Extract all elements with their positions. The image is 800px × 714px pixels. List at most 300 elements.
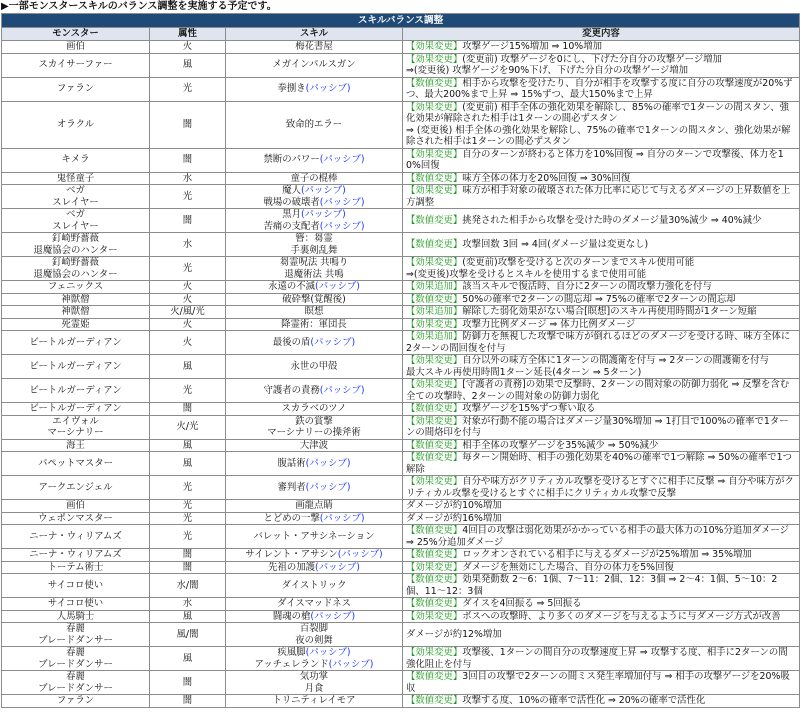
- monster-cell: [2, 318, 150, 331]
- skill-cell: [226, 172, 403, 185]
- change-tag: 【効果変更】: [406, 610, 463, 622]
- monster-name: キメラ: [61, 154, 90, 166]
- header-skill: スキル: [226, 28, 403, 41]
- skill-name: 芻霊呪法 共鳴り: [279, 257, 349, 268]
- change-line: [406, 574, 796, 597]
- change-line: [406, 65, 796, 77]
- change-tag: 【数値変更】: [406, 525, 463, 536]
- skill-cell: [226, 439, 403, 452]
- change-text: 攻撃後、1ターンの間自分の攻撃速度上昇 ⇒ 攻撃する度、相手に2ターンの間強化阻止を付与: [406, 647, 788, 670]
- change-text: 攻撃ゲージを15%ずつ奪い取る: [462, 403, 596, 414]
- monster-name: 春麗: [66, 647, 85, 658]
- table-row: [2, 172, 800, 185]
- monster-name: 人馬騎士: [56, 610, 95, 622]
- change-tag: 【数値変更】: [406, 293, 463, 305]
- changes-cell: [403, 623, 800, 647]
- monster-cell: [2, 379, 150, 403]
- monster-cell: [2, 500, 150, 513]
- monster-name: 退魔協会のハンター: [33, 268, 118, 280]
- change-text: 解除した弱化効果がない場合[瞑想]のスキル再使用時間が1ターン短縮: [462, 306, 757, 317]
- skill-line: [229, 281, 399, 293]
- monster-name: ベガ: [66, 185, 85, 196]
- change-text: 相手全体の攻撃ゲージを35%減少 ⇒ 50%減少: [462, 439, 659, 451]
- attribute-cell: 水: [150, 172, 226, 185]
- change-tag: 【効果変更】: [406, 101, 463, 113]
- change-tag: 【効果変更】: [406, 257, 463, 268]
- change-tag: 【効果変更】: [406, 53, 463, 65]
- skill-cell: [226, 598, 403, 611]
- change-line: [406, 173, 796, 185]
- table-row: [2, 403, 800, 416]
- skill-name: 永遠の不滅: [268, 281, 316, 292]
- change-text: 該当スキルで復活時、自分に2ターンの間攻撃力強化を付与: [462, 281, 712, 292]
- table-row: [2, 101, 800, 148]
- skill-cell: [226, 671, 403, 695]
- monster-name: ファラン: [56, 83, 95, 95]
- skill-name: 簪：芻霊: [295, 233, 333, 244]
- skill-name: 童子の棍棒: [290, 172, 338, 184]
- change-text: 効果発動数 2～6：1個、7～11：2個、12：3個 ⇒ 2～4：1個、5～10：2個、11～12：3個: [406, 574, 778, 597]
- monster-name: ウェポンマスター: [38, 512, 113, 524]
- skill-line: [229, 337, 399, 349]
- monster-name: フェニックス: [47, 281, 104, 292]
- change-text: ⇒ (変更後) 相手全体の強化効果を解除し、75%の確率で1ターンの間スタン、強化効果が解除された相手は1ターンの間必ずスタン: [406, 124, 791, 147]
- change-text: (変更前) 攻撃ゲージを0にし、下げた分自分の攻撃ゲージ増加: [462, 53, 722, 65]
- table-row: [2, 185, 800, 209]
- skill-cell: [226, 318, 403, 331]
- monster-cell: [2, 185, 150, 209]
- change-text: ダメージが約16%増加: [406, 512, 502, 524]
- change-tag: 【数値変更】: [406, 77, 463, 89]
- change-text: ロックオンされている相手に与えるダメージが25%増加 ⇒ 35%増加: [462, 549, 752, 560]
- skill-name: バレット・アサシネーション: [253, 530, 375, 542]
- change-text: (変更前)攻撃を受けると次のターンまでスキル使用可能: [462, 257, 695, 268]
- changes-cell: [403, 318, 800, 331]
- attribute-cell: 闇: [150, 671, 226, 695]
- skill-cell: [226, 185, 403, 209]
- table-row: [2, 415, 800, 439]
- skill-line: [229, 647, 399, 659]
- skill-cell: [226, 101, 403, 148]
- skill-name: サイレント・アサシン: [245, 549, 338, 560]
- change-line: [406, 549, 796, 561]
- changes-cell: [403, 500, 800, 513]
- table-row: [2, 671, 800, 695]
- attribute-cell: 火: [150, 331, 226, 355]
- attribute-cell: 闇: [150, 549, 226, 562]
- change-tag: 【効果変更】: [406, 561, 463, 573]
- monster-name: 神獣僧: [61, 293, 90, 305]
- passive-label: (パッシブ): [319, 384, 365, 396]
- changes-cell: [403, 293, 800, 306]
- changes-cell: [403, 574, 800, 598]
- monster-cell: [2, 209, 150, 233]
- passive-label: (パッシブ): [310, 610, 356, 622]
- change-line: [406, 78, 796, 101]
- table-row: [2, 318, 800, 331]
- monster-cell: [2, 306, 150, 319]
- change-line: [406, 629, 796, 641]
- change-line: [406, 331, 796, 354]
- changes-cell: [403, 209, 800, 233]
- monster-name: 鬼怪童子: [56, 172, 95, 184]
- skill-line: [229, 245, 399, 257]
- skill-line: [229, 623, 399, 635]
- change-line: [406, 513, 796, 525]
- table-row: [2, 647, 800, 671]
- monster-cell: [2, 41, 150, 54]
- skill-cell: [226, 281, 403, 294]
- table-body: [2, 41, 800, 708]
- monster-cell: [2, 598, 150, 611]
- skill-line: [229, 385, 399, 397]
- change-text: ⇒(変更後) 攻撃ゲージを90%下げ、下げた分自分の攻撃ゲージ増加: [406, 65, 688, 76]
- change-line: [406, 440, 796, 452]
- change-text: ダメージが約12%増加: [406, 628, 502, 640]
- skill-cell: [226, 331, 403, 355]
- monster-name: アークエンジェル: [38, 481, 113, 493]
- skill-name: 疾風脚: [277, 647, 306, 658]
- passive-label: (パッシブ): [319, 196, 365, 208]
- skill-line: [229, 635, 399, 647]
- skill-name: 鉄の賞撃: [295, 415, 333, 427]
- skill-name: 月食: [304, 682, 324, 694]
- monster-cell: [2, 355, 150, 379]
- skill-name: 永世の甲殻: [290, 360, 338, 372]
- change-line: [406, 500, 796, 512]
- monster-cell: [2, 695, 150, 708]
- attribute-cell: 光: [150, 500, 226, 513]
- passive-label: (パッシブ): [300, 209, 346, 220]
- changes-cell: [403, 185, 800, 209]
- monster-name: 釘崎野薔薇: [52, 233, 99, 244]
- skill-name: トリニティレイモア: [272, 695, 356, 706]
- change-line: [406, 149, 796, 172]
- skill-cell: [226, 610, 403, 623]
- table-row: [2, 549, 800, 562]
- notice-text: ▶一部モンスタースキルのバランス調整を実施する予定です。: [1, 1, 277, 12]
- attribute-cell: 光: [150, 476, 226, 500]
- monster-name: ビートルガーディアン: [29, 336, 122, 348]
- change-tag: 【数値変更】: [406, 549, 463, 560]
- skill-name: 瞑想: [304, 306, 324, 317]
- skill-cell: [226, 403, 403, 416]
- change-tag: 【効果変更】: [406, 415, 463, 427]
- skill-name: 梅花書屋: [295, 41, 333, 52]
- passive-label: (パッシブ): [315, 281, 360, 292]
- skill-line: [229, 482, 399, 494]
- skill-balance-table: [1, 13, 800, 708]
- change-line: [406, 562, 796, 574]
- changes-cell: [403, 281, 800, 294]
- attribute-cell: 火: [150, 41, 226, 54]
- changes-cell: [403, 233, 800, 257]
- skill-cell: [226, 233, 403, 257]
- attribute-cell: 水: [150, 233, 226, 257]
- skill-line: [229, 611, 399, 623]
- skill-line: [229, 562, 399, 574]
- changes-cell: [403, 172, 800, 185]
- skill-cell: [226, 695, 403, 708]
- monster-cell: [2, 525, 150, 549]
- monster-name: ニーナ・ウィリアムズ: [29, 530, 122, 542]
- skill-name: メガインパルスガン: [272, 59, 356, 71]
- change-tag: 【効果変更】: [406, 41, 463, 52]
- change-tag: 【数値変更】: [406, 214, 463, 226]
- skill-line: [229, 173, 399, 185]
- table-row: [2, 439, 800, 452]
- monster-name: サイコロ使い: [47, 598, 104, 609]
- change-tag: 【数値変更】: [406, 452, 463, 463]
- change-line: [406, 452, 796, 475]
- change-line: [406, 319, 796, 331]
- monster-cell: [2, 610, 150, 623]
- monster-cell: [2, 403, 150, 416]
- skill-cell: [226, 77, 403, 101]
- change-line: [406, 54, 796, 66]
- skill-line: [229, 416, 399, 428]
- monster-name: ビートルガーディアン: [29, 403, 122, 414]
- change-tag: 【数値変更】: [406, 238, 463, 250]
- skill-cell: [226, 452, 403, 476]
- change-tag: 【効果変更】: [406, 647, 463, 658]
- monster-cell: [2, 439, 150, 452]
- skill-cell: [226, 209, 403, 233]
- skill-line: [229, 695, 399, 707]
- skill-name: とどめの一撃: [263, 512, 320, 524]
- skill-cell: [226, 647, 403, 671]
- skill-cell: [226, 379, 403, 403]
- attribute-cell: 光: [150, 512, 226, 525]
- change-line: [406, 102, 796, 125]
- table-row: [2, 452, 800, 476]
- change-tag: 【数値変更】: [406, 695, 463, 706]
- table-row: [2, 293, 800, 306]
- monster-name: 画伯: [66, 500, 85, 511]
- change-tag: 【効果変更】: [406, 355, 463, 366]
- monster-name: 海王: [66, 439, 85, 451]
- skill-cell: [226, 53, 403, 77]
- monster-name: パペットマスター: [37, 457, 113, 469]
- change-tag: 【効果変更】: [406, 318, 463, 330]
- skill-line: [229, 427, 399, 439]
- monster-name: ブレードダンサー: [38, 634, 113, 646]
- change-text: 自分や味方がクリティカル攻撃を受けるとすぐに相手に反撃 ⇒ 自分や味方がクリティカル攻撃を受けるとすぐに相手にクリティカル攻撃で反撃: [406, 476, 794, 499]
- passive-label: (パッシブ): [300, 185, 346, 196]
- change-line: [406, 41, 796, 53]
- change-line: [406, 671, 796, 694]
- passive-label: (パッシブ): [305, 83, 351, 95]
- change-tag: 【数値変更】: [406, 574, 463, 585]
- change-text: 攻撃ゲージ15%増加 ⇒ 10%増加: [462, 41, 602, 52]
- monster-cell: [2, 671, 150, 695]
- skill-line: [229, 440, 399, 452]
- change-line: [406, 185, 796, 208]
- change-line: [406, 355, 796, 367]
- skill-cell: [226, 293, 403, 306]
- monster-name: ブレードダンサー: [38, 658, 113, 670]
- change-tag: 【数値変更】: [406, 598, 463, 609]
- changes-cell: [403, 647, 800, 671]
- change-text: ダメージを無効にした場合、自分の体力を5%回復: [462, 561, 674, 573]
- skill-name: 百裂脚: [299, 623, 329, 634]
- skill-line: [229, 319, 399, 331]
- skill-line: [229, 531, 399, 543]
- change-tag: 【効果変更】: [406, 185, 463, 196]
- monster-name: ブレードダンサー: [38, 682, 113, 694]
- monster-name: ファラン: [56, 695, 95, 706]
- skill-line: [229, 119, 399, 131]
- skill-line: [229, 513, 399, 525]
- monster-cell: [2, 623, 150, 647]
- skill-cell: [226, 574, 403, 598]
- table-row: [2, 610, 800, 623]
- changes-cell: [403, 403, 800, 416]
- monster-cell: [2, 77, 150, 101]
- attribute-cell: 風: [150, 452, 226, 476]
- skill-cell: [226, 512, 403, 525]
- skill-line: [229, 59, 399, 71]
- change-text: (変更前) 相手全体の強化効果を解除し、85%の確率で1ターンの間スタン、強化効果が解除された相手は1ターンの間必ずスタン: [406, 101, 790, 124]
- monster-name: スレイヤー: [52, 220, 99, 232]
- attribute-cell: 闇: [150, 695, 226, 708]
- skill-cell: [226, 41, 403, 54]
- skill-line: [229, 197, 399, 209]
- change-line: [406, 403, 796, 415]
- attribute-cell: 風: [150, 647, 226, 671]
- skill-line: [229, 598, 399, 610]
- monster-name: 春麗: [66, 671, 85, 682]
- attribute-cell: 闇: [150, 148, 226, 172]
- table-row: [2, 623, 800, 647]
- changes-cell: [403, 452, 800, 476]
- change-text: 攻撃回数 3回 ⇒ 4回(ダメージ量は変更なし): [462, 238, 649, 250]
- change-line: [406, 306, 796, 318]
- skill-cell: [226, 306, 403, 319]
- monster-cell: [2, 172, 150, 185]
- passive-label: (パッシブ): [310, 336, 356, 348]
- change-line: [406, 239, 796, 251]
- table-row: [2, 512, 800, 525]
- changes-cell: [403, 148, 800, 172]
- skill-line: [229, 659, 399, 671]
- monster-name: スレイヤー: [52, 196, 99, 208]
- passive-label: (パッシブ): [328, 658, 374, 670]
- passive-label: (パッシブ): [305, 647, 351, 658]
- skill-line: [229, 257, 399, 269]
- changes-cell: [403, 439, 800, 452]
- change-text: 防御力を無視した攻撃で味方が倒れるほどのダメージを受ける時、味方全体に2ターンの間回復を付与: [406, 331, 791, 354]
- change-text: 攻撃する度、10%の確率で活性化 ⇒ 20%の確率で活性化: [462, 695, 706, 706]
- table-row: [2, 281, 800, 294]
- changes-cell: [403, 561, 800, 574]
- attribute-cell: 闇: [150, 561, 226, 574]
- change-line: [406, 647, 796, 670]
- changes-cell: [403, 415, 800, 439]
- skill-line: [229, 671, 399, 683]
- table-row: [2, 355, 800, 379]
- skill-name: 苦痛の支配者: [263, 220, 320, 232]
- change-line: [406, 416, 796, 439]
- skill-name: 禁断のパワー: [263, 154, 320, 166]
- monster-cell: [2, 549, 150, 562]
- monster-cell: [2, 452, 150, 476]
- skill-name: 審判者: [277, 481, 306, 493]
- skill-line: [229, 269, 399, 281]
- table-row: [2, 379, 800, 403]
- header-attribute: 属性: [150, 28, 226, 41]
- skill-line: [229, 41, 399, 53]
- skill-cell: [226, 476, 403, 500]
- table-row: [2, 598, 800, 611]
- skill-name: 夜の剣舞: [295, 634, 333, 646]
- change-line: [406, 269, 796, 281]
- attribute-cell: 闇: [150, 403, 226, 416]
- skill-name: ダイスマッドネス: [276, 598, 352, 609]
- attribute-cell: 水: [150, 598, 226, 611]
- skill-name: アッチェレランド: [254, 658, 329, 670]
- monster-name: 春麗: [66, 623, 85, 634]
- change-text: 攻撃力比例ダメージ ⇒ 体力比例ダメージ: [462, 318, 636, 330]
- changes-cell: [403, 257, 800, 281]
- changes-cell: [403, 695, 800, 708]
- change-text: 味方が相手対象の破壊された体力比率に応じて与えるダメージの上昇数値を上方調整: [406, 185, 791, 208]
- monster-name: ビートルガーディアン: [29, 384, 122, 396]
- skill-cell: [226, 561, 403, 574]
- changes-cell: [403, 671, 800, 695]
- passive-label: (パッシブ): [319, 154, 365, 166]
- skill-cell: [226, 549, 403, 562]
- attribute-cell: 水/闇: [150, 574, 226, 598]
- skill-line: [229, 361, 399, 373]
- monster-name: オラクル: [56, 118, 95, 130]
- changes-cell: [403, 53, 800, 77]
- skill-name: 黒月: [282, 209, 301, 220]
- skill-name: 闘魂の槍: [272, 610, 311, 622]
- skill-line: [229, 154, 399, 166]
- monster-cell: [2, 561, 150, 574]
- change-line: [406, 695, 796, 707]
- changes-cell: [403, 77, 800, 101]
- skill-cell: [226, 148, 403, 172]
- attribute-cell: 風/闇: [150, 623, 226, 647]
- attribute-cell: 風: [150, 439, 226, 452]
- table-title: スキルバランス調整: [2, 14, 800, 28]
- monster-name: サイコロ使い: [47, 579, 104, 591]
- monster-name: 神獣僧: [61, 306, 90, 317]
- changes-cell: [403, 331, 800, 355]
- monster-name: スカイサーファー: [38, 59, 113, 71]
- change-tag: 【効果追加】: [406, 281, 463, 292]
- changes-cell: [403, 476, 800, 500]
- attribute-cell: 火/光: [150, 415, 226, 439]
- monster-cell: [2, 257, 150, 281]
- table-row: [2, 306, 800, 319]
- change-line: [406, 476, 796, 499]
- monster-name: 画伯: [66, 41, 85, 52]
- change-text: 相手から攻撃を受けたり、自分が相手を攻撃する度に自分の攻撃速度が20%ずつ、最大200%まで上昇 ⇒ 15%ずつ、最大150%まで上昇: [406, 77, 793, 100]
- changes-cell: [403, 610, 800, 623]
- change-text: 挑発された相手から攻撃を受けた時のダメージ量30%減少 ⇒ 40%減少: [462, 214, 762, 226]
- table-row: [2, 53, 800, 77]
- header-changes: 変更内容: [403, 28, 800, 41]
- table-row: [2, 209, 800, 233]
- skill-cell: [226, 415, 403, 439]
- changes-cell: [403, 525, 800, 549]
- passive-label: (パッシブ): [305, 481, 351, 493]
- changes-cell: [403, 549, 800, 562]
- change-text: 4回目の攻撃は弱化効果がかかっている相手の最大体力の10%分追加ダメージ ⇒ 25%分追加ダメージ: [406, 525, 789, 548]
